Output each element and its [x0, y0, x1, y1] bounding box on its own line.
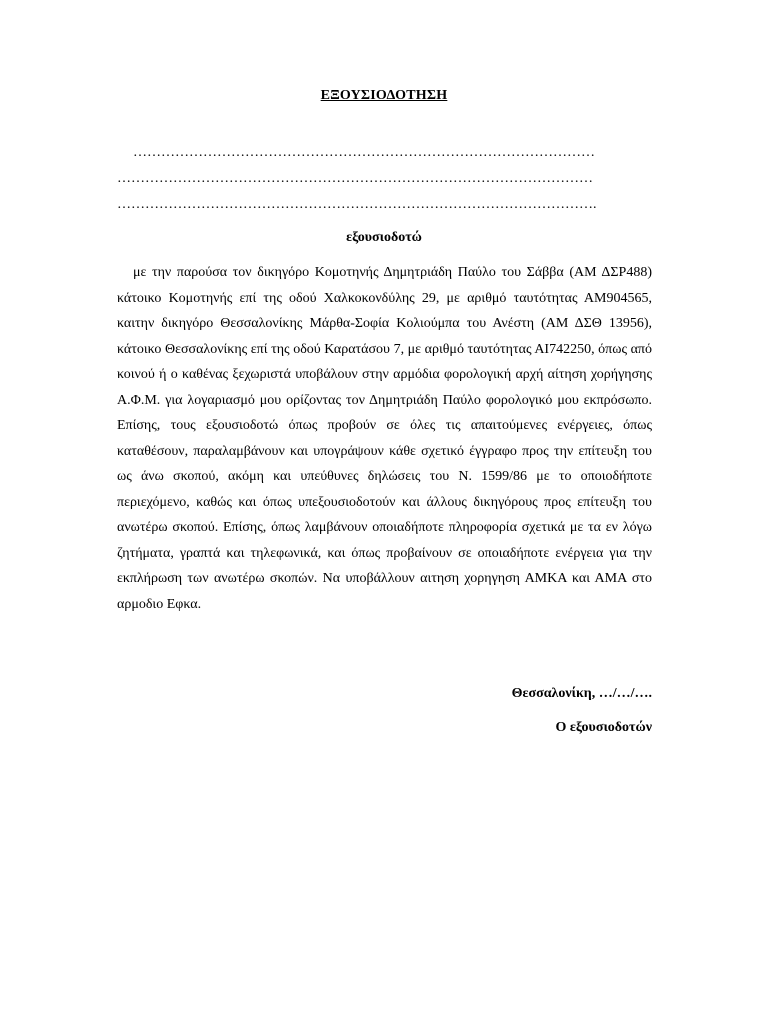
place-date-line: Θεσσαλονίκη, …/…/…. — [511, 686, 652, 701]
blank-fill-line-2: ………………………………………………………………………………………… — [117, 171, 593, 186]
document-body-paragraph: με την παρούσα τον δικηγόρο Κομοτηνής Δημητριάδη Παύλο του Σάββα (ΑΜ ΔΣΡ488) κάτοικο Κομοτηνής επί της οδού Χαλκοκονδύλης 29, με αριθμό ταυτότητας ΑΜ904565, καιτην δικηγόρο Θεσσαλονίκης Μάρθα-Σοφία Κολιούμπα του Ανέστη (ΑΜ ΔΣΘ 13956), κάτοικο Θεσσαλονίκης επί της οδού Καρατάσου 7, με αριθμό ταυτότητας ΑΙ742250, όπως από κοινού ή ο καθένας ξεχωριστά υποβάλουν στην αρμόδια φορολογική αρχή αίτηση χορήγησης Α.Φ.Μ. για λογαριασμό μου ορίζοντας τον Δημητριάδη Παύλο φορολογικό μου εκπρόσωπο. Επίσης, τους εξουσιοδοτώ όπως προβούν σε όλες τις απαιτούμενες ενέργειες, όπως καταθέσουν, παραλαμβάνουν και υπογράψουν κάθε σχετικό έγγραφο προς την επίτευξη του ως άνω σκοπού, ακόμη και υπεύθυνες δηλώσεις του Ν. 1599/86 με το οποιοδήποτε περιεχόμενο, καθώς και όπως υπεξουσιοδοτούν και άλλους δικηγόρους προς επίτευξη του ανωτέρω σκοπού. Επίσης, όπως λαμβάνουν οποιαδήποτε πληροφορία σχετικά με τα εν λόγω ζητήματα, γραπτά και τηλεφωνικά, και όπως προβαίνουν σε οποιαδήποτε ενέργεια για την εκπλήρωση των ανωτέρω σκοπών. Να υποβάλλουν αιτηση χορηγηση ΑΜΚΑ και ΑΜΑ στο αρμοδιο Εφκα. — [117, 265, 652, 612]
signatory-label: Ο εξουσιοδοτών — [555, 720, 652, 735]
blank-fill-line-1: ……………………………………………………………………………………… — [133, 145, 595, 160]
document-title: ΕΞΟΥΣΙΟΔΟΤΗΣΗ — [320, 88, 448, 103]
document-subtitle: εξουσιοδοτώ — [346, 230, 422, 245]
blank-fill-line-3: …………………………………………………………………………………………. — [117, 197, 597, 212]
